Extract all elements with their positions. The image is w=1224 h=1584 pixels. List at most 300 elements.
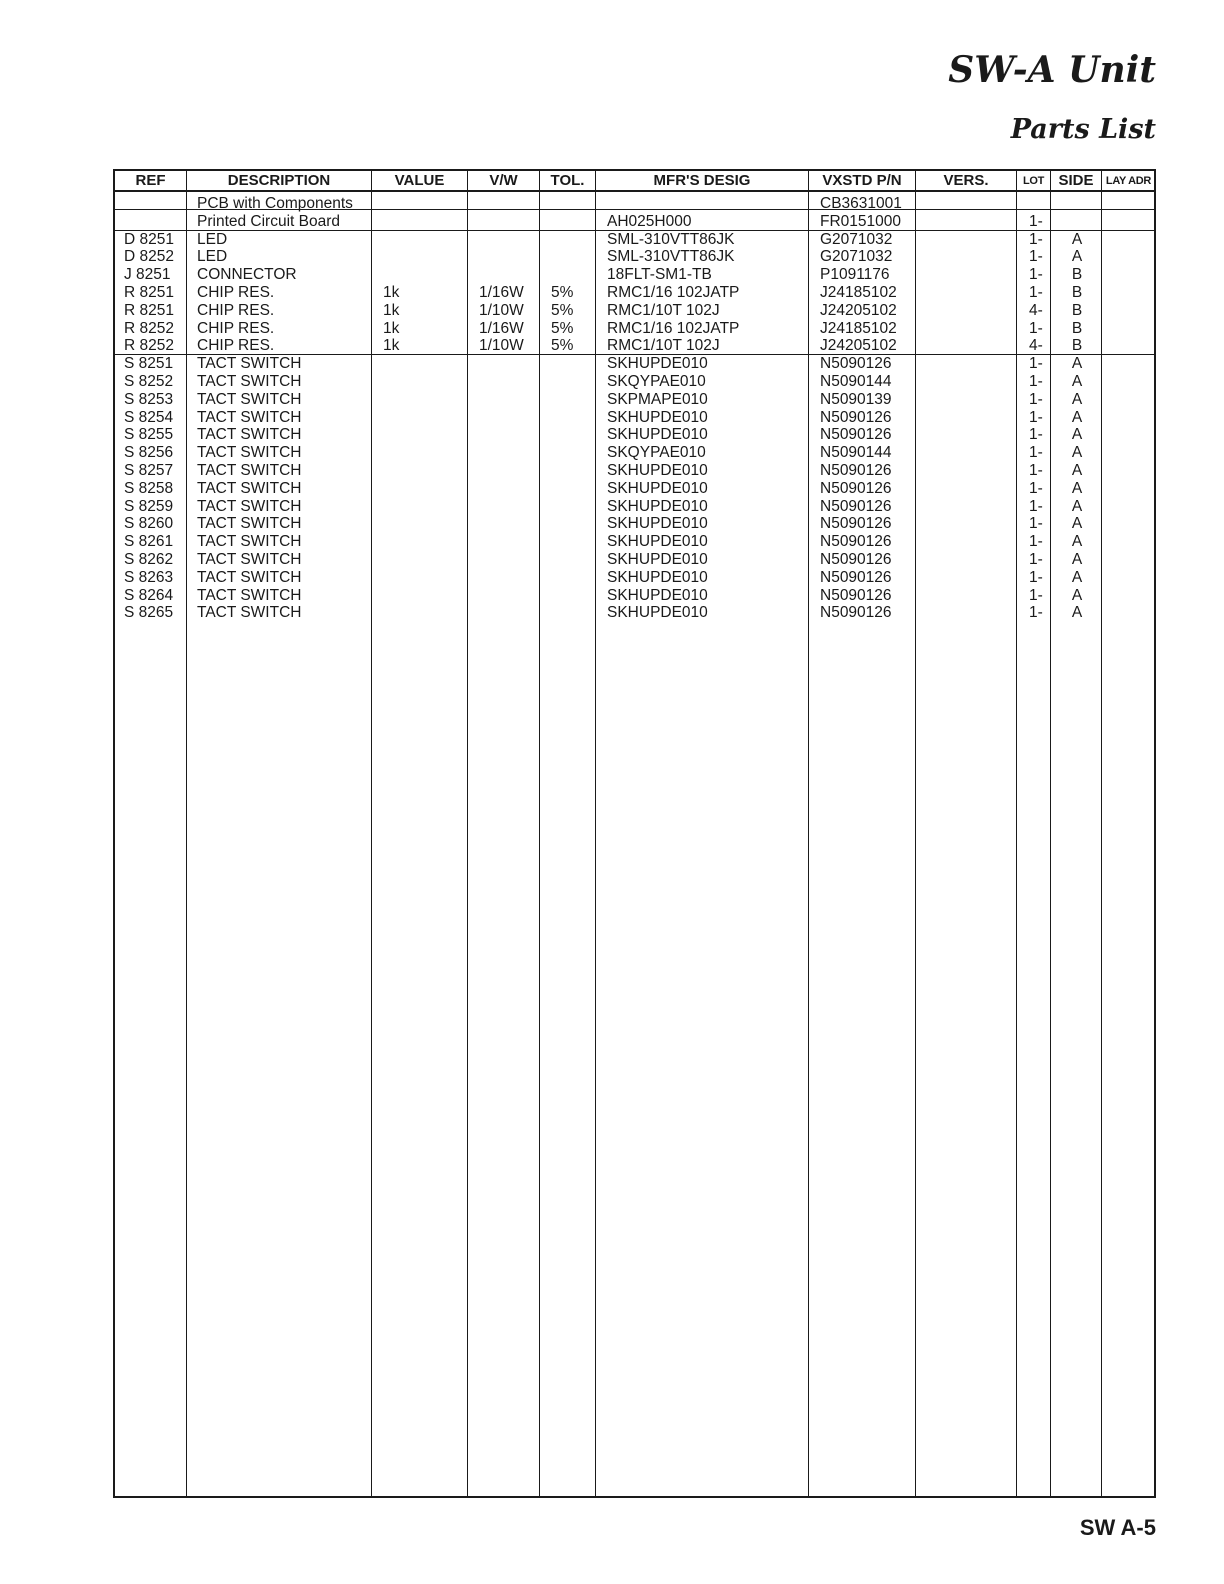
vxstd-pn-cell: J24185102 [820, 283, 897, 301]
lot-cell: 1- [1029, 355, 1043, 373]
vxstd-pn-cell: N5090126 [820, 355, 892, 373]
lay-adr-cell [1103, 302, 1157, 320]
lay-adr-cell [1103, 284, 1157, 302]
ref-cell: R 8252 [124, 337, 174, 355]
lot-cell: 1- [1029, 390, 1043, 408]
tol-cell [551, 533, 597, 551]
vxstd-pn-cell: N5090144 [820, 372, 892, 390]
vxstd-pn-cell: N5090126 [820, 568, 892, 586]
tol-cell [551, 604, 597, 622]
value-cell [383, 569, 468, 587]
col-header-ref: REF [135, 172, 166, 189]
mfr-desig-cell: RMC1/16 102JATP [607, 283, 740, 301]
vers-cell [927, 426, 1017, 444]
description-cell: TACT SWITCH [197, 426, 302, 444]
ref-cell: S 8264 [124, 586, 174, 604]
ref-cell [124, 213, 186, 231]
tol-cell [551, 480, 597, 498]
side-cell: A [1071, 461, 1083, 479]
lot-cell: 1- [1029, 604, 1043, 622]
lot-cell: 1- [1029, 479, 1043, 497]
lay-adr-cell [1103, 462, 1157, 480]
col-header-lay-adr: LAY ADR [1105, 175, 1152, 187]
lay-adr-cell [1103, 266, 1157, 284]
ref-cell: S 8262 [124, 550, 174, 568]
side-cell: A [1071, 408, 1083, 426]
table-row [115, 462, 1154, 480]
vxstd-pn-cell: N5090126 [820, 426, 892, 444]
mfr-desig-cell: SKHUPDE010 [607, 550, 708, 568]
tol-cell [551, 498, 597, 516]
lay-adr-cell [1103, 498, 1157, 516]
mfr-desig-cell: SKHUPDE010 [607, 355, 708, 373]
tol-cell [551, 391, 597, 409]
vxstd-pn-cell: N5090139 [820, 390, 892, 408]
description-cell: PCB with Components [197, 195, 353, 212]
lay-adr-cell [1103, 391, 1157, 409]
mfr-desig-cell: SKPMAPE010 [607, 390, 708, 408]
ref-cell: S 8259 [124, 497, 174, 515]
vers-cell [927, 480, 1017, 498]
description-cell: TACT SWITCH [197, 444, 302, 462]
vxstd-pn-cell: N5090126 [820, 461, 892, 479]
vers-cell [927, 231, 1017, 249]
mfr-desig-cell: RMC1/10T 102J [607, 301, 720, 319]
vers-cell [927, 355, 1017, 373]
tol-cell [551, 587, 597, 605]
page-title: SW-A Unit [948, 49, 1156, 91]
ref-cell: S 8263 [124, 568, 174, 586]
parts-table [113, 169, 1156, 1498]
ref-cell: S 8251 [124, 355, 174, 373]
side-cell: A [1071, 550, 1083, 568]
ref-cell: R 8252 [124, 319, 174, 337]
mfr-desig-cell: SKHUPDE010 [607, 497, 708, 515]
description-cell: TACT SWITCH [197, 550, 302, 568]
lot-cell: 1- [1029, 550, 1043, 568]
table-row [115, 604, 1154, 622]
description-cell: TACT SWITCH [197, 355, 302, 373]
vxstd-pn-cell: J24185102 [820, 319, 897, 337]
tol-cell [551, 551, 597, 569]
side-cell: A [1071, 390, 1083, 408]
value-cell: 1k [383, 337, 400, 355]
vxstd-pn-cell: G2071032 [820, 248, 893, 266]
lot-cell: 1- [1029, 408, 1043, 426]
lay-adr-cell [1103, 409, 1157, 427]
vw-cell [479, 587, 543, 605]
mfr-desig-cell: SKHUPDE010 [607, 515, 708, 533]
description-cell: TACT SWITCH [197, 568, 302, 586]
value-cell: 1k [383, 319, 400, 337]
vxstd-pn-cell: P1091176 [820, 266, 890, 284]
tol-cell [551, 515, 597, 533]
description-cell: TACT SWITCH [197, 479, 302, 497]
table-row [115, 587, 1154, 605]
table-row [115, 551, 1154, 569]
ref-cell: S 8257 [124, 461, 174, 479]
table-row [115, 337, 1154, 355]
tol-cell [551, 462, 597, 480]
vw-cell [479, 604, 543, 622]
lot-cell: 1- [1029, 444, 1043, 462]
side-cell: A [1071, 568, 1083, 586]
table-row [115, 533, 1154, 551]
lot-cell: 1- [1029, 461, 1043, 479]
side-cell: A [1071, 586, 1083, 604]
vw-cell [479, 409, 543, 427]
table-row [115, 569, 1154, 587]
tol-cell [551, 195, 597, 213]
lot-cell: 1- [1029, 372, 1043, 390]
ref-cell: R 8251 [124, 301, 174, 319]
table-row [115, 320, 1154, 338]
vxstd-pn-cell: J24205102 [820, 301, 897, 319]
vxstd-pn-cell: N5090144 [820, 444, 892, 462]
tol-cell [551, 426, 597, 444]
lay-adr-cell [1103, 551, 1157, 569]
value-cell [383, 426, 468, 444]
tol-cell [551, 231, 597, 249]
lay-adr-cell [1103, 373, 1157, 391]
vw-cell [479, 462, 543, 480]
description-cell: TACT SWITCH [197, 604, 302, 622]
ref-cell: J 8251 [124, 266, 171, 284]
vw-cell [479, 231, 543, 249]
table-row [115, 302, 1154, 320]
vw-cell [479, 551, 543, 569]
vw-cell [479, 498, 543, 516]
value-cell [383, 248, 468, 266]
value-cell [383, 195, 468, 213]
vxstd-pn-cell: N5090126 [820, 586, 892, 604]
ref-cell: S 8265 [124, 604, 174, 622]
table-header [115, 171, 1154, 192]
lot-cell: 1- [1029, 248, 1043, 266]
side-cell: A [1071, 248, 1083, 266]
vers-cell [927, 302, 1017, 320]
vxstd-pn-cell: G2071032 [820, 230, 893, 248]
description-cell: CONNECTOR [197, 266, 297, 284]
value-cell: 1k [383, 301, 400, 319]
lot-cell: 1- [1029, 266, 1043, 284]
mfr-desig-cell: RMC1/16 102JATP [607, 319, 740, 337]
col-header-mfr: MFR'S DESIG [653, 172, 751, 189]
mfr-desig-cell: SKHUPDE010 [607, 461, 708, 479]
description-cell: Printed Circuit Board [197, 212, 341, 230]
side-cell: A [1071, 230, 1083, 248]
mfr-desig-cell: SKHUPDE010 [607, 604, 708, 622]
table-body [115, 195, 1154, 622]
description-cell: TACT SWITCH [197, 497, 302, 515]
lot-cell: 1- [1029, 319, 1043, 337]
vers-cell [927, 337, 1017, 355]
lay-adr-cell [1103, 533, 1157, 551]
side-cell: A [1071, 604, 1083, 622]
mfr-desig-cell: SKHUPDE010 [607, 533, 708, 551]
lot-cell: 4- [1029, 301, 1043, 319]
vxstd-pn-cell: N5090126 [820, 550, 892, 568]
vw-cell: 1/16W [479, 283, 524, 301]
tol-cell: 5% [551, 283, 574, 301]
description-cell: CHIP RES. [197, 283, 275, 301]
ref-cell: S 8258 [124, 479, 174, 497]
mfr-desig-cell: SKHUPDE010 [607, 426, 708, 444]
vxstd-pn-cell: J24205102 [820, 337, 897, 355]
side-cell: A [1071, 479, 1083, 497]
value-cell [383, 551, 468, 569]
col-header-description: DESCRIPTION [227, 172, 331, 189]
col-header-lot: LOT [1022, 175, 1045, 187]
vers-cell [927, 551, 1017, 569]
description-cell: LED [197, 230, 228, 248]
vxstd-pn-cell: N5090126 [820, 604, 892, 622]
lay-adr-cell [1103, 444, 1157, 462]
table-row [115, 266, 1154, 284]
vers-cell [927, 373, 1017, 391]
mfr-desig-cell: SKHUPDE010 [607, 568, 708, 586]
vxstd-pn-cell: CB3631001 [820, 195, 902, 212]
side-cell: B [1071, 301, 1083, 319]
ref-cell: S 8255 [124, 426, 174, 444]
vers-cell [927, 213, 1017, 231]
ref-cell: S 8256 [124, 444, 174, 462]
side-cell [1052, 195, 1102, 213]
vxstd-pn-cell: N5090126 [820, 533, 892, 551]
vers-cell [927, 195, 1017, 213]
lay-adr-cell [1103, 248, 1157, 266]
vers-cell [927, 604, 1017, 622]
lot-cell: 1- [1029, 586, 1043, 604]
value-cell [383, 409, 468, 427]
lot-cell: 1- [1029, 283, 1043, 301]
vers-cell [927, 587, 1017, 605]
vxstd-pn-cell: N5090126 [820, 515, 892, 533]
side-cell: A [1071, 533, 1083, 551]
col-header-tol: TOL. [550, 172, 585, 189]
ref-cell: R 8251 [124, 283, 174, 301]
mfr-desig-cell: SML-310VTT86JK [607, 248, 735, 266]
table-row [115, 444, 1154, 462]
table-row [115, 355, 1154, 373]
table-row [115, 195, 1154, 213]
ref-cell: S 8254 [124, 408, 174, 426]
vxstd-pn-cell: N5090126 [820, 479, 892, 497]
value-cell [383, 391, 468, 409]
lot-cell: 1- [1029, 568, 1043, 586]
side-cell: A [1071, 497, 1083, 515]
side-cell: A [1071, 355, 1083, 373]
tol-cell [551, 355, 597, 373]
mfr-desig-cell: SKQYPAE010 [607, 444, 706, 462]
mfr-desig-cell: SKHUPDE010 [607, 586, 708, 604]
lay-adr-cell [1103, 587, 1157, 605]
value-cell [383, 373, 468, 391]
vw-cell: 1/10W [479, 301, 524, 319]
ref-cell: S 8261 [124, 533, 174, 551]
vw-cell [479, 266, 543, 284]
vw-cell [479, 569, 543, 587]
side-cell: B [1071, 266, 1083, 284]
description-cell: TACT SWITCH [197, 533, 302, 551]
table-row [115, 515, 1154, 533]
ref-cell: S 8260 [124, 515, 174, 533]
tol-cell [551, 569, 597, 587]
side-cell: A [1071, 444, 1083, 462]
ref-cell [124, 195, 186, 213]
description-cell: TACT SWITCH [197, 515, 302, 533]
tol-cell: 5% [551, 319, 574, 337]
value-cell [383, 515, 468, 533]
value-cell [383, 355, 468, 373]
col-header-vers: VERS. [943, 172, 989, 189]
vxstd-pn-cell: N5090126 [820, 408, 892, 426]
value-cell [383, 604, 468, 622]
vers-cell [927, 266, 1017, 284]
ref-cell: D 8252 [124, 248, 174, 266]
vw-cell [479, 391, 543, 409]
description-cell: TACT SWITCH [197, 586, 302, 604]
vers-cell [927, 320, 1017, 338]
value-cell [383, 587, 468, 605]
value-cell [383, 266, 468, 284]
mfr-desig-cell: 18FLT-SM1-TB [607, 266, 712, 284]
mfr-desig-cell: SKQYPAE010 [607, 372, 706, 390]
tol-cell [551, 213, 597, 231]
lot-cell: 1- [1029, 230, 1043, 248]
lay-adr-cell [1103, 195, 1157, 213]
tol-cell [551, 444, 597, 462]
table-row [115, 498, 1154, 516]
value-cell [383, 498, 468, 516]
value-cell [383, 533, 468, 551]
mfr-desig-cell: SKHUPDE010 [607, 408, 708, 426]
mfr-desig-cell: SML-310VTT86JK [607, 230, 735, 248]
mfr-desig-cell: SKHUPDE010 [607, 479, 708, 497]
ref-cell: S 8253 [124, 390, 174, 408]
vw-cell [479, 533, 543, 551]
table-row [115, 213, 1154, 231]
vers-cell [927, 409, 1017, 427]
lay-adr-cell [1103, 569, 1157, 587]
lay-adr-cell [1103, 213, 1157, 231]
vw-cell [479, 480, 543, 498]
side-cell [1052, 213, 1102, 231]
value-cell [383, 480, 468, 498]
vers-cell [927, 248, 1017, 266]
vw-cell [479, 195, 543, 213]
mfr-desig-cell: AH025H000 [607, 212, 692, 230]
side-cell: A [1071, 426, 1083, 444]
vers-cell [927, 444, 1017, 462]
vers-cell [927, 284, 1017, 302]
vers-cell [927, 533, 1017, 551]
vxstd-pn-cell: FR0151000 [820, 212, 902, 230]
vxstd-pn-cell: N5090126 [820, 497, 892, 515]
table-row [115, 373, 1154, 391]
col-header-vw: V/W [489, 172, 518, 189]
lot-cell: 1- [1029, 515, 1043, 533]
lot-cell: 1- [1029, 212, 1043, 230]
vers-cell [927, 498, 1017, 516]
side-cell: A [1071, 515, 1083, 533]
value-cell [383, 444, 468, 462]
value-cell [383, 462, 468, 480]
lot-cell: 1- [1029, 497, 1043, 515]
vers-cell [927, 391, 1017, 409]
vers-cell [927, 462, 1017, 480]
description-cell: LED [197, 248, 228, 266]
lay-adr-cell [1103, 355, 1157, 373]
tol-cell: 5% [551, 301, 574, 319]
col-header-pn: VXSTD P/N [822, 172, 902, 189]
lay-adr-cell [1103, 320, 1157, 338]
value-cell: 1k [383, 283, 400, 301]
lot-cell: 1- [1029, 533, 1043, 551]
vw-cell [479, 213, 543, 231]
vw-cell [479, 355, 543, 373]
col-header-side: SIDE [1058, 172, 1094, 189]
mfr-desig-cell: RMC1/10T 102J [607, 337, 720, 355]
description-cell: CHIP RES. [197, 337, 275, 355]
lay-adr-cell [1103, 231, 1157, 249]
lay-adr-cell [1103, 480, 1157, 498]
tol-cell [551, 266, 597, 284]
vw-cell [479, 444, 543, 462]
tol-cell [551, 373, 597, 391]
lay-adr-cell [1103, 426, 1157, 444]
ref-cell: S 8252 [124, 372, 174, 390]
description-cell: TACT SWITCH [197, 390, 302, 408]
lot-cell: 1- [1029, 426, 1043, 444]
side-cell: B [1071, 319, 1083, 337]
ref-cell: D 8251 [124, 230, 174, 248]
mfr-desig-cell [607, 195, 807, 213]
col-header-value: VALUE [394, 172, 445, 189]
vers-cell [927, 515, 1017, 533]
description-cell: CHIP RES. [197, 301, 275, 319]
table-row [115, 284, 1154, 302]
description-cell: CHIP RES. [197, 319, 275, 337]
table-row [115, 480, 1154, 498]
vw-cell [479, 248, 543, 266]
table-row [115, 248, 1154, 266]
table-row [115, 409, 1154, 427]
tol-cell [551, 409, 597, 427]
description-cell: TACT SWITCH [197, 461, 302, 479]
table-row [115, 231, 1154, 249]
vw-cell [479, 515, 543, 533]
page-subtitle: Parts List [1010, 114, 1156, 145]
tol-cell: 5% [551, 337, 574, 355]
lay-adr-cell [1103, 515, 1157, 533]
lay-adr-cell [1103, 337, 1157, 355]
table-row [115, 426, 1154, 444]
lot-cell: 4- [1029, 337, 1043, 355]
side-cell: B [1071, 337, 1083, 355]
side-cell: A [1071, 372, 1083, 390]
table-row [115, 391, 1154, 409]
vw-cell: 1/16W [479, 319, 524, 337]
value-cell [383, 213, 468, 231]
description-cell: TACT SWITCH [197, 408, 302, 426]
side-cell: B [1071, 283, 1083, 301]
vw-cell [479, 373, 543, 391]
page-number: SW A-5 [1079, 1515, 1156, 1540]
vw-cell [479, 426, 543, 444]
vers-cell [927, 569, 1017, 587]
vw-cell: 1/10W [479, 337, 524, 355]
